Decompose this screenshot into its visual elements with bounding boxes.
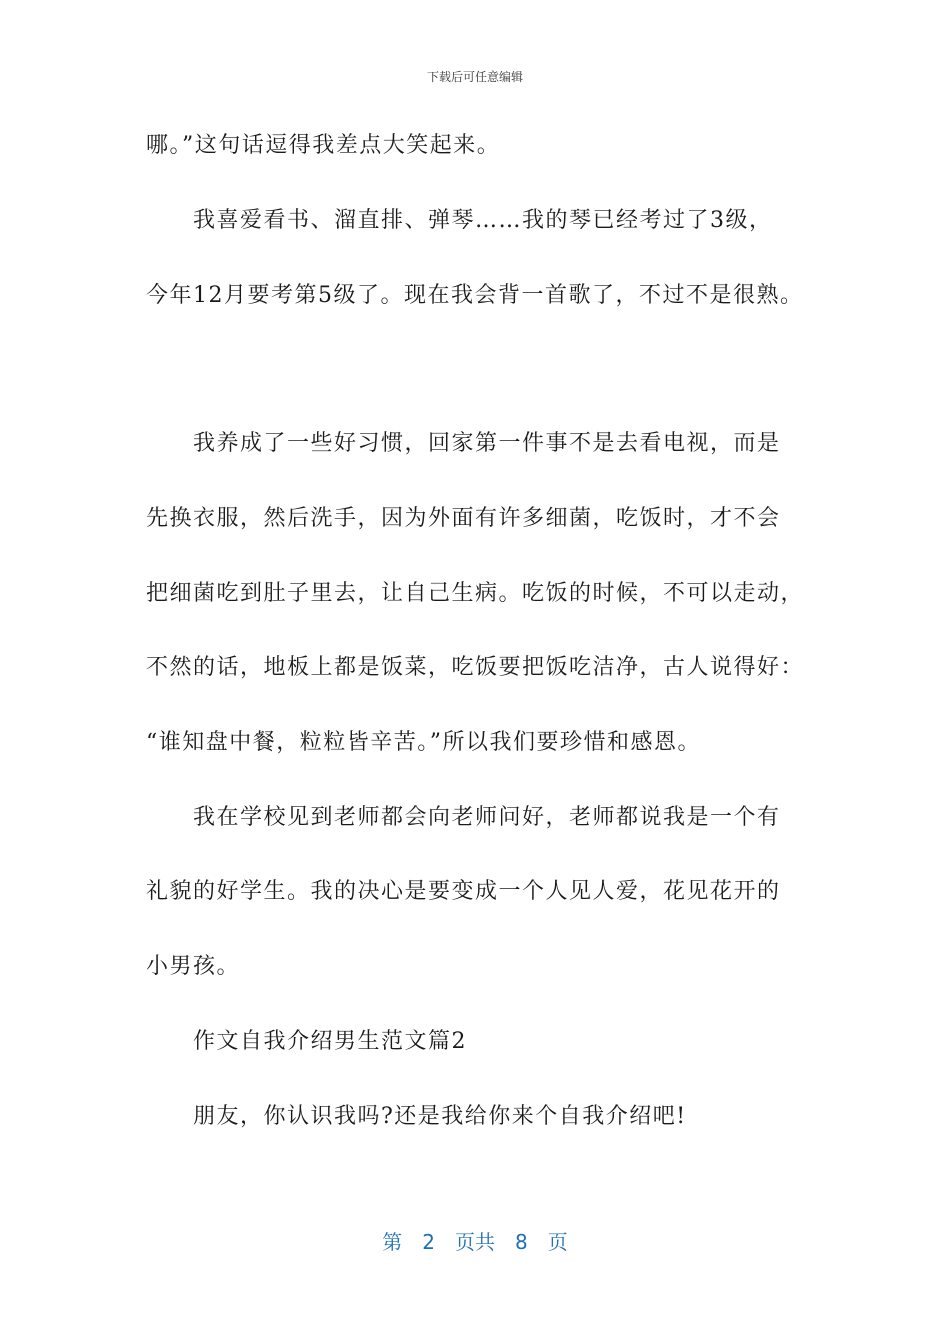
text-line: “谁知盘中餐，粒粒皆辛苦。”所以我们要珍惜和感恩。 (146, 730, 701, 755)
current-page-number: 2 (422, 1230, 435, 1254)
page-footer (0, 1226, 950, 1255)
text-line: 小男孩。 (146, 954, 241, 979)
text-line: 礼貌的好学生。我的决心是要变成一个人见人爱，花见花开的 (146, 879, 781, 904)
text-line: 朋友，你认识我吗?还是我给你来个自我介绍吧! (193, 1104, 687, 1129)
page-header: 下载后可任意编辑 (426, 70, 523, 84)
footer-prefix: 第 (382, 1230, 403, 1254)
footer-suffix: 页 (547, 1230, 568, 1254)
section-heading: 作文自我介绍男生范文篇2 (193, 1029, 467, 1054)
total-page-count: 8 (515, 1230, 528, 1254)
text-line: 我在学校见到老师都会向老师问好，老师都说我是一个有 (193, 805, 781, 830)
text-line: 今年12月要考第5级了。现在我会背一首歌了，不过不是很熟。 (146, 283, 804, 308)
text-line: 我喜爱看书、溜直排、弹琴……我的琴已经考过了3级， (193, 208, 773, 233)
text-line: 不然的话，地板上都是饭菜，吃饭要把饭吃洁净，古人说得好： (146, 655, 805, 680)
text-line: 哪。”这句话逗得我差点大笑起来。 (146, 133, 501, 158)
text-line: 把细菌吃到肚子里去，让自己生病。吃饭的时候，不可以走动， (146, 581, 805, 606)
text-line: 我养成了一些好习惯，回家第一件事不是去看电视，而是 (193, 431, 781, 456)
text-line: 先换衣服，然后洗手，因为外面有许多细菌，吃饭时，才不会 (146, 506, 781, 531)
footer-middle: 页共 (455, 1230, 495, 1254)
